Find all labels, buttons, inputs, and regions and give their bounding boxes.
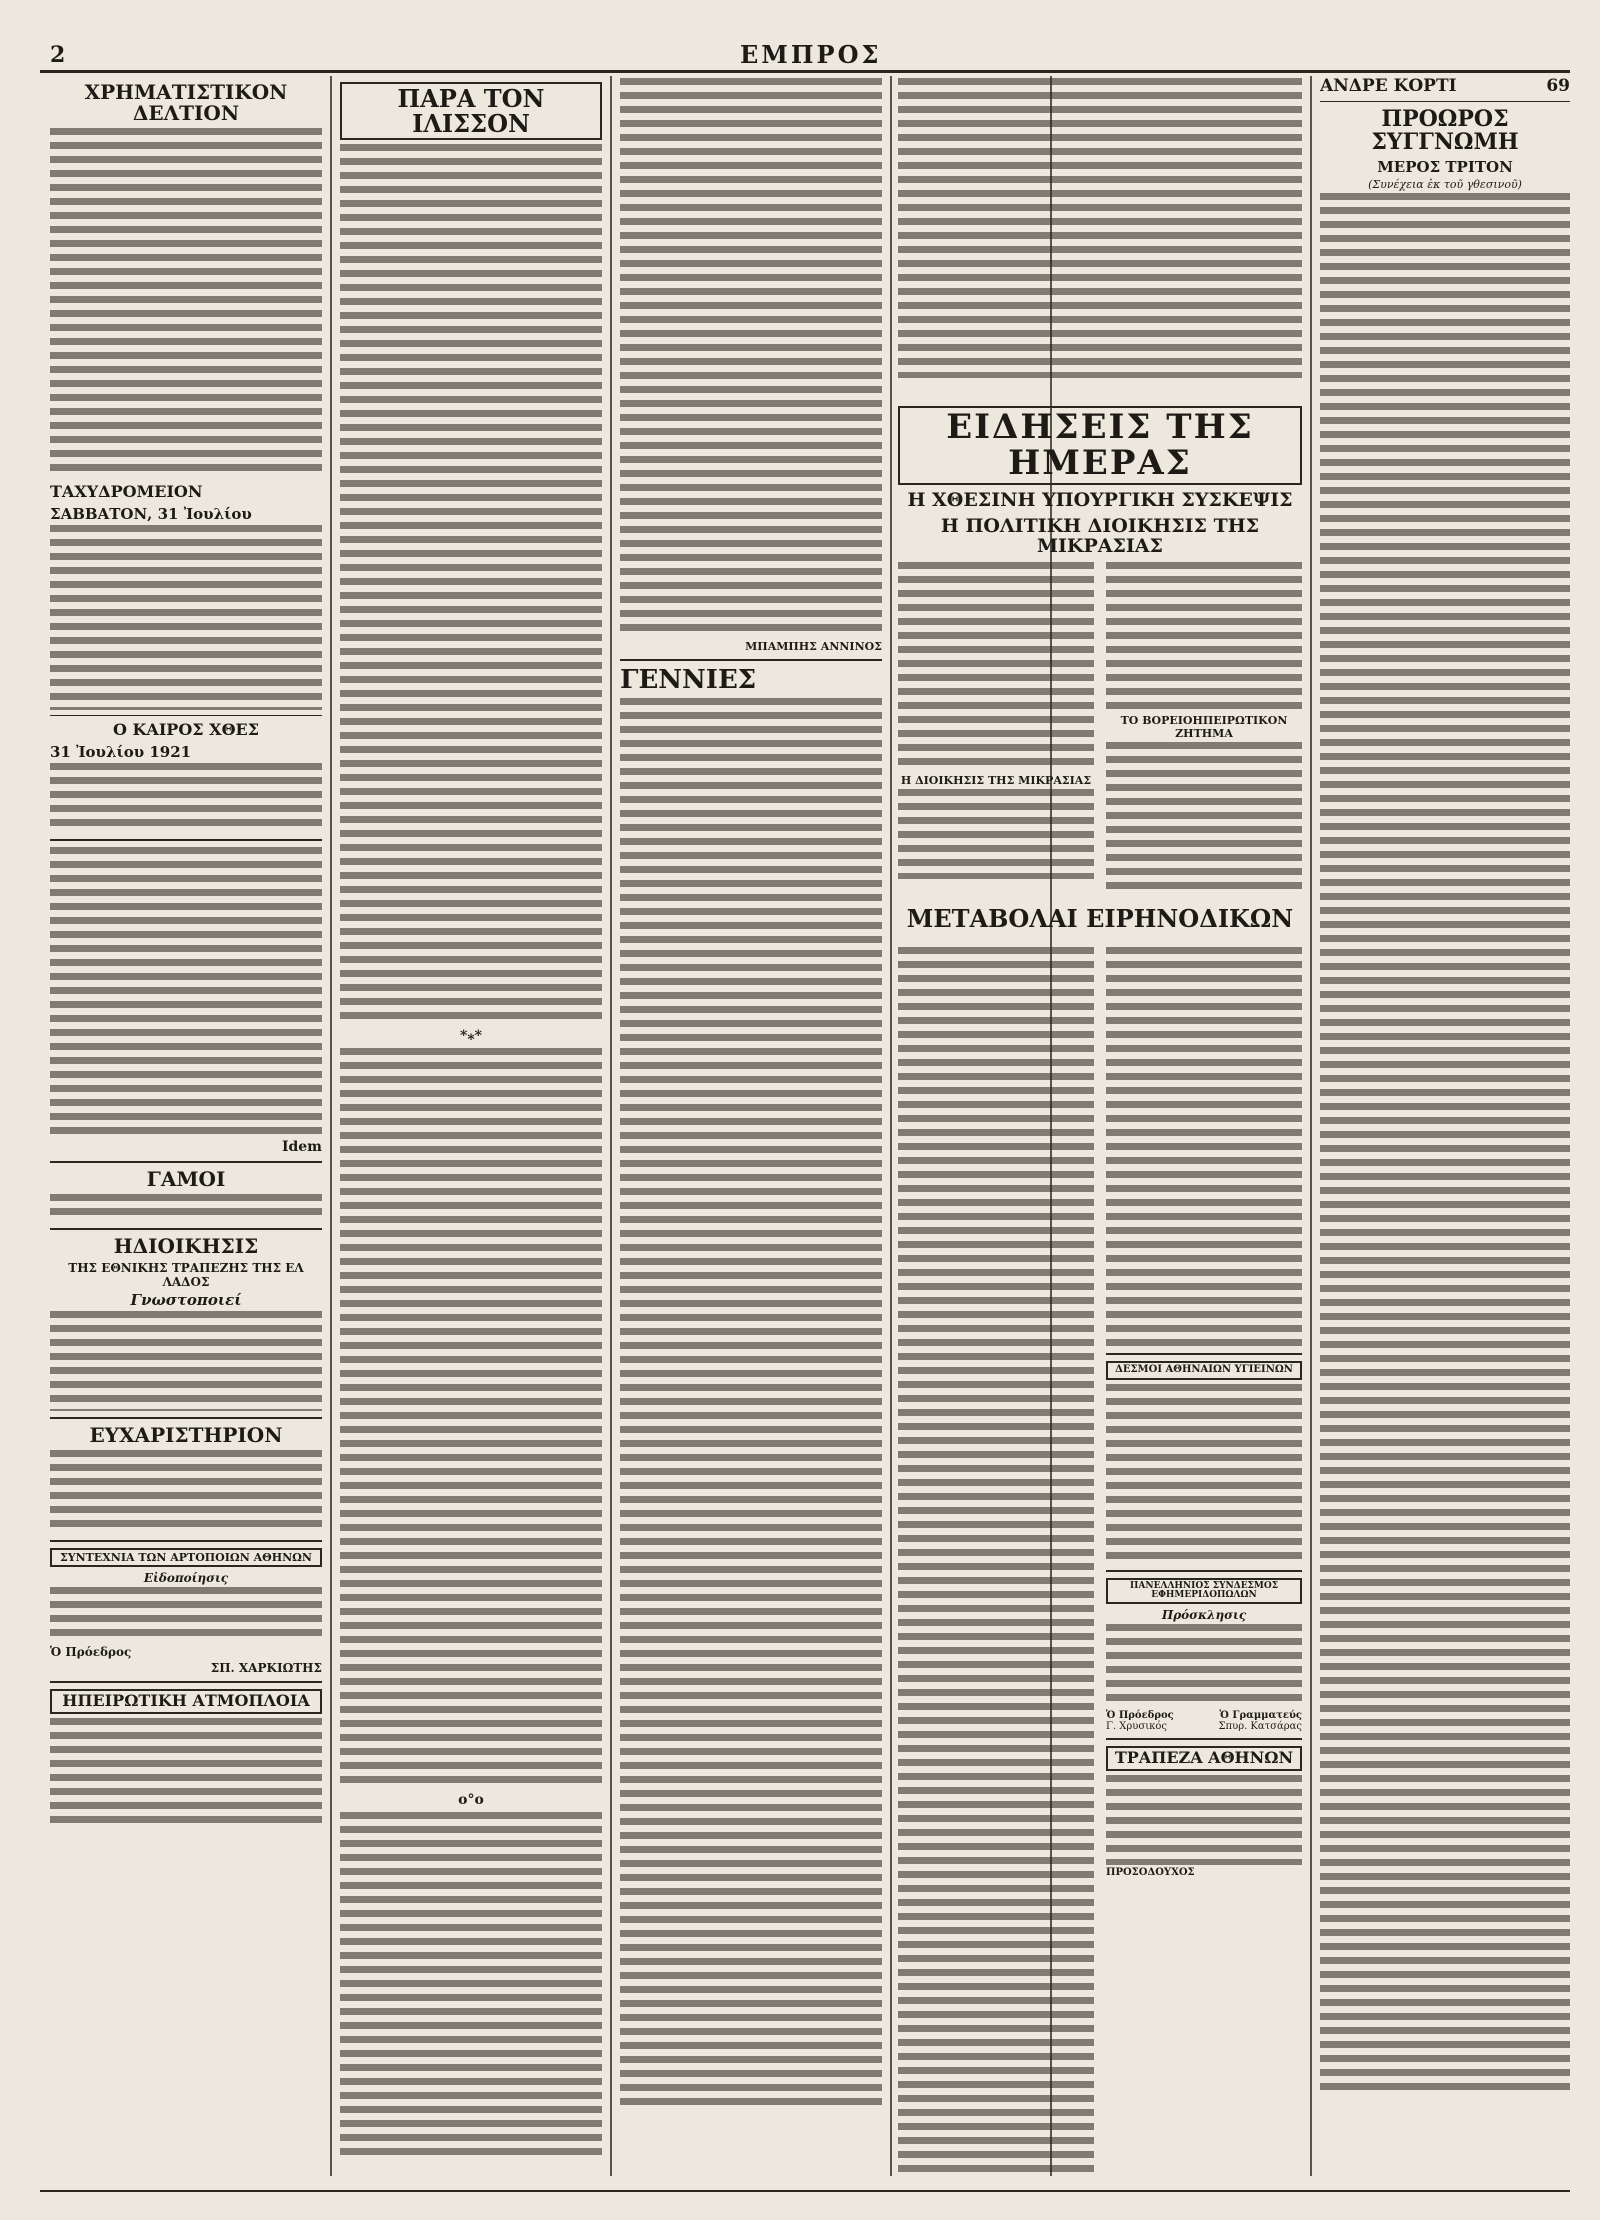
weather-date: 31 Ἰουλίου 1921 (50, 742, 192, 761)
center-right-column (1106, 560, 1302, 890)
market-bulletin-title: ΧΡΗΜΑΤΙΣΤΙΚΟΝ ΔΕΛΤΙΟΝ (84, 80, 288, 125)
weddings-text (50, 1194, 322, 1222)
newspaper-name: ΕΜΠΡΟΣ (740, 40, 882, 69)
weather-title: Ο ΚΑΙΡΟΣ ΧΘΕΣ (112, 719, 260, 739)
sub-asia-minor-admin: Η ΔΙΟΙΚΗΣΙΣ ΤΗΣ ΜΙΚΡΑΣΙΑΣ (900, 774, 1092, 787)
separator (50, 1228, 322, 1230)
bakers-union-subtitle: Εἰδοποίησις (143, 1571, 229, 1586)
epirus-shipping-title: ΗΠΕΙΡΩΤΙΚΗ ΑΤΜΟΠΛΟΙΑ (50, 1689, 322, 1714)
ilissos-article-text-3 (340, 1812, 602, 2162)
market-bulletin-text (50, 128, 322, 478)
column-1 (50, 76, 322, 2186)
separator (1106, 1570, 1302, 1572)
thanks-text (50, 1450, 322, 1534)
serial-episode: 69 (1546, 76, 1570, 96)
center-top-text (898, 78, 1302, 378)
post-office-text (50, 525, 322, 710)
news-of-the-day-banner (898, 400, 1302, 561)
column-3-text (620, 78, 882, 638)
post-office-date: ΣΑΒΒΑΤΟΝ, 31 Ἰουλίου (50, 504, 252, 523)
bank-notice-text (50, 1311, 322, 1411)
column-6-serial (1320, 76, 1570, 2186)
column-divider (610, 76, 612, 2176)
center-right-text-2 (1106, 742, 1302, 890)
separator (620, 659, 882, 661)
newsvendors-union-title: ΠΑΝΕΛΛΗΝΙΟΣ ΣΥΝΔΕΣΜΟΣ ΕΦΗΜΕΡΙΔΟΠΩΛΩΝ (1106, 1578, 1302, 1605)
bottom-rule (40, 2190, 1570, 2192)
page-number: 2 (50, 42, 66, 68)
center-right-text (1106, 562, 1302, 712)
president-name: ΣΠ. ΧΑΡΚΙΩΤΗΣ (210, 1661, 322, 1676)
thanks-title: ΕΥΧΑΡΙΣΤΗΡΙΟΝ (89, 1422, 283, 1447)
judicial-left-column (898, 945, 1094, 2180)
bank-of-athens-title: ΤΡΑΠΕΖΑ ΑΘΗΝΩΝ (1106, 1746, 1302, 1771)
signature: Idem (281, 1138, 322, 1155)
judicial-changes-title: ΜΕΤΑΒΟΛΑΙ ΕΙΡΗΝΟΔΙΚΩΝ (906, 904, 1294, 933)
masthead (0, 42, 1600, 68)
separator (1106, 1353, 1302, 1355)
newsvendors-signatures (1106, 1710, 1302, 1721)
divider-ornament-2: o°o (458, 1792, 484, 1809)
column-divider (890, 76, 892, 2176)
ilissos-article-text-2 (340, 1048, 602, 1788)
ilissos-article-title: ΠΑΡΑ ΤΟΝ ΙΛΙΣΣΟΝ (340, 82, 602, 140)
judicial-left-text (898, 947, 1094, 2177)
secretary-name: Σπυρ. Κατσάρας (1218, 1721, 1302, 1733)
separator (1106, 1738, 1302, 1740)
column-2 (340, 76, 602, 2186)
judicial-right-text (1106, 947, 1302, 1347)
bank-notice-label: Γνωστοποιεί (130, 1290, 242, 1309)
separator (50, 715, 322, 716)
bakers-union-text (50, 1587, 322, 1643)
newsvendors-union-subtitle: Πρόσκλησις (1161, 1608, 1247, 1623)
separator (1320, 101, 1570, 102)
judicial-changes-block (898, 900, 1302, 935)
article-text (50, 847, 322, 1137)
newsvendors-union-text (1106, 1624, 1302, 1708)
headline-ministerial-meeting: Η ΧΘΕΣΙΝΗ ΥΠΟΥΡΓΙΚΗ ΣΥΣΚΕΨΙΣ (907, 489, 1293, 512)
serial-continuation: (Συνέχεια ἐκ τοῦ γθεσινοῦ) (1368, 178, 1522, 192)
sub-northern-epirus: ΤΟ ΒΟΡΕΙΟΗΠΕΙΡΩΤΙΚΟΝ ΖΗΤΗΜΑ (1120, 714, 1288, 740)
masthead-rule (40, 70, 1570, 73)
bank-administration-subtitle: ΤΗΣ ΕΘΝΙΚΗΣ ΤΡΑΠΕΖΗΣ ΤΗΣ ΕΛ ΛΑΔΟΣ (68, 1260, 304, 1289)
column-divider (1310, 76, 1312, 2176)
serial-part: ΜΕΡΟΣ ΤΡΙΤΟΝ (1377, 158, 1513, 177)
bank-administration-title: ΗΔΙΟΙΚΗΣΙΣ (113, 1233, 259, 1258)
separator (50, 1540, 322, 1542)
center-left-text-2 (898, 789, 1094, 879)
divider-ornament: *⁎* (460, 1028, 482, 1045)
separator (50, 839, 322, 841)
newsvendors-signature-names (1106, 1721, 1302, 1732)
president-label: Ὁ Πρόεδρος (1106, 1710, 1174, 1722)
notice-hygiene-title: ΔΕΣΜΟΙ ΑΘΗΝΑΙΩΝ ΥΓΙΕΙΝΩΝ (1106, 1361, 1302, 1380)
bank-of-athens-text (1106, 1775, 1302, 1865)
president-name: Γ. Χρυσικός (1106, 1721, 1167, 1733)
serial-title: ΠΡΟΩΡΟΣ ΣΥΓΓΝΩΜΗ (1371, 106, 1519, 156)
president-label: Ὁ Πρόεδρος (50, 1645, 132, 1660)
author-signature: ΜΠΑΜΠΗΣ ΑΝΝΙΝΟΣ (745, 640, 882, 653)
center-left-column (898, 560, 1094, 890)
headline-asia-minor-administration: Η ΠΟΛΙΤΙΚΗ ΔΙΟΙΚΗΣΙΣ ΤΗΣ ΜΙΚΡΑΣΙΑΣ (940, 515, 1260, 558)
bank-of-athens-footer: ΠΡΟΣΟΔΟΥΧΟΣ (1106, 1867, 1195, 1879)
news-banner-title: ΕΙΔΗΣΕΙΣ ΤΗΣ ΗΜΕΡΑΣ (898, 406, 1302, 485)
notice-hygiene-text (1106, 1384, 1302, 1564)
post-office-title: ΤΑΧΥΔΡΟΜΕΙΟΝ (50, 482, 203, 501)
separator (50, 1417, 322, 1419)
births-text (620, 698, 882, 2108)
judicial-right-column (1106, 945, 1302, 2180)
column-divider (330, 76, 332, 2176)
serial-text (1320, 193, 1570, 2093)
ilissos-article-text (340, 144, 602, 1024)
serial-header (1320, 76, 1570, 96)
separator (50, 1161, 322, 1163)
epirus-shipping-text (50, 1718, 322, 1828)
serial-author: ΑΝΔΡΕ ΚΟΡΤΙ (1320, 76, 1457, 96)
weather-text (50, 763, 322, 833)
births-title: ΓΕΝΝΙΕΣ (620, 665, 757, 695)
separator (50, 1681, 322, 1683)
column-3 (620, 76, 882, 2186)
secretary-label: Ὁ Γραμματεύς (1219, 1710, 1302, 1722)
center-left-text (898, 562, 1094, 772)
weddings-title: ΓΑΜΟΙ (146, 1166, 226, 1191)
bakers-union-title: ΣΥΝΤΕΧΝΙΑ ΤΩΝ ΑΡΤΟΠΟΙΩΝ ΑΘΗΝΩΝ (50, 1548, 322, 1568)
